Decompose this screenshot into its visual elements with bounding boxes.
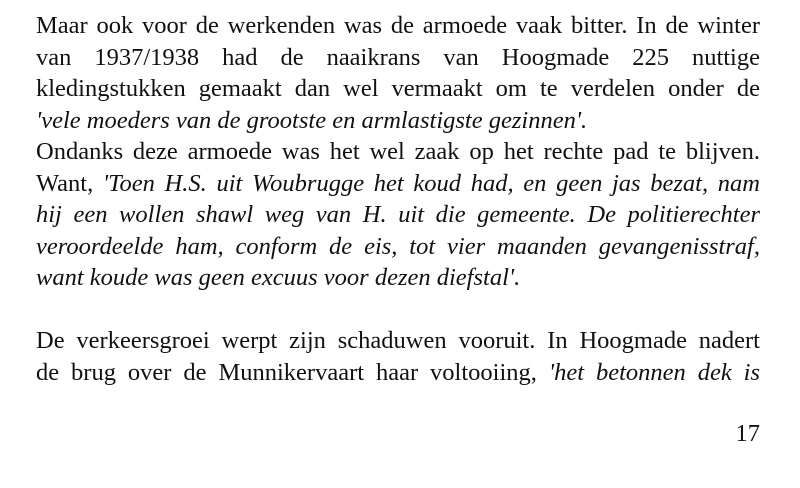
text-line: Ondanks deze armoede was het wel zaak op het rechte pad te blijven. — [36, 138, 760, 165]
paragraph-traffic — [36, 325, 760, 388]
quote-line: veroordeelde ham, conform de eis, tot vier maanden gevangenisstraf, — [36, 232, 760, 260]
text-line: Maar ook voor de werkenden was de armoede vaak bitter. In de winter — [36, 12, 760, 39]
quote-line: hij een wollen shawl weg van H. uit die gemeente. De politierechter — [36, 201, 760, 228]
text-segment: de brug over de Munnikervaart haar voltooiing, — [36, 358, 549, 386]
text-line: van 1937/1938 had de naaikrans van Hoogmade 225 nuttige — [36, 43, 760, 71]
text-line: kledingstukken gemaakt dan wel vermaakt om te verdelen onder de — [36, 75, 760, 102]
quote-segment: 'het betonnen dek is — [548, 358, 760, 386]
text-line-mixed — [36, 357, 760, 389]
paragraph-poverty — [36, 10, 760, 136]
quote-line: want koude was geen excuus voor dezen diefstal'. — [36, 264, 521, 291]
paragraph-theft — [36, 136, 760, 294]
text-segment: Want, — [36, 169, 103, 197]
paragraph-spacer — [36, 294, 760, 326]
quote-line: 'vele moeders van de grootste en armlastigste gezinnen'. — [36, 106, 588, 134]
text-line: De verkeersgroei werpt zijn schaduwen vooruit. In Hoogmade nadert — [36, 327, 760, 354]
page-number: 17 — [735, 420, 760, 447]
text-line-mixed — [36, 168, 760, 200]
document-page — [36, 10, 760, 388]
quote-segment: 'Toen H.S. uit Woubrugge het koud had, en geen jas bezat, nam — [102, 169, 760, 197]
